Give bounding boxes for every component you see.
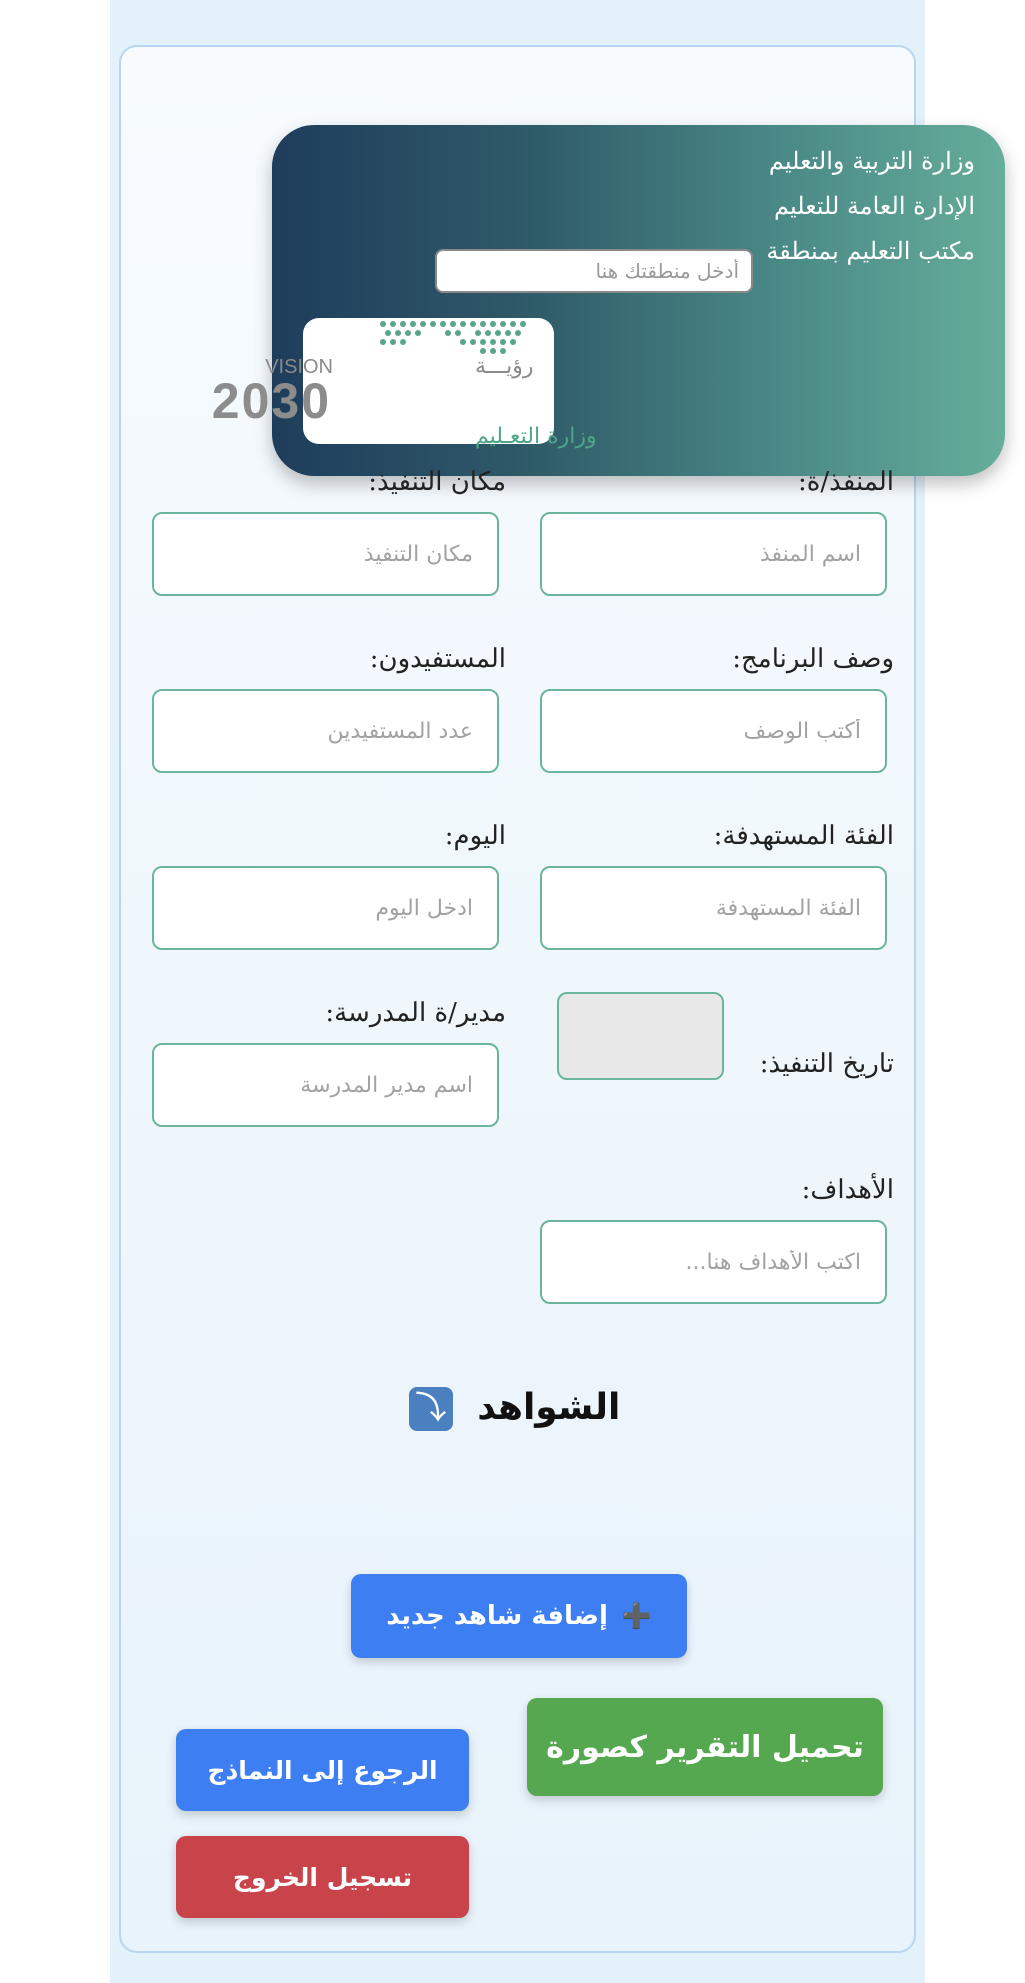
place-input[interactable] [152,512,499,596]
evidence-heading [2,1387,1025,1431]
region-input[interactable] [435,249,753,293]
goals-label: الأهداف: [801,1175,894,1205]
arrow-down-icon: ⤵ [409,1387,453,1431]
principal-label: مدير/ة المدرسة: [325,998,506,1028]
place-label: مكان التنفيذ: [368,467,506,497]
plus-icon: ➕ [621,1602,652,1630]
logo-vision-en: VISION [265,356,333,378]
execution-date-input[interactable] [557,992,724,1080]
logout-button[interactable]: تسجيل الخروج [176,1836,469,1918]
vision-2030-logo-graphic [211,318,597,449]
ministry-title: وزارة التربية والتعليم [768,147,975,175]
execution-date-label: تاريخ التنفيذ: [759,1049,894,1079]
beneficiaries-label: المستفيدون: [369,644,506,674]
principal-input[interactable] [152,1043,499,1127]
header-banner [211,125,1005,476]
program-desc-input[interactable] [540,689,887,773]
executor-input[interactable] [540,512,887,596]
executor-label: المنفذ/ة: [798,467,894,497]
download-report-image-button[interactable]: تحميل التقرير كصورة [527,1698,883,1796]
report-card [119,45,975,1953]
office-title: مكتب التعليم بمنطقة [766,237,975,265]
add-evidence-label: إضافة شاهد جديد [386,1601,608,1631]
general-admin-title: الإدارة العامة للتعليم [774,192,975,220]
logo-vision-ar: رؤيـــة [475,354,534,379]
target-group-label: الفئة المستهدفة: [713,821,894,851]
logo-year: 2030 [211,373,331,429]
logo-ministry: وزارة التعـليم [475,424,597,449]
back-to-templates-button[interactable]: الرجوع إلى النماذج [176,1729,469,1811]
logo-dots [380,321,526,354]
add-evidence-button[interactable] [351,1574,687,1658]
program-desc-label: وصف البرنامج: [732,644,894,674]
target-group-input[interactable] [540,866,887,950]
vision-2030-logo [211,318,597,449]
day-input[interactable] [152,866,499,950]
day-label: اليوم: [444,821,506,851]
beneficiaries-input[interactable] [152,689,499,773]
goals-input[interactable] [540,1220,887,1304]
evidence-title: الشواهد [477,1387,621,1428]
